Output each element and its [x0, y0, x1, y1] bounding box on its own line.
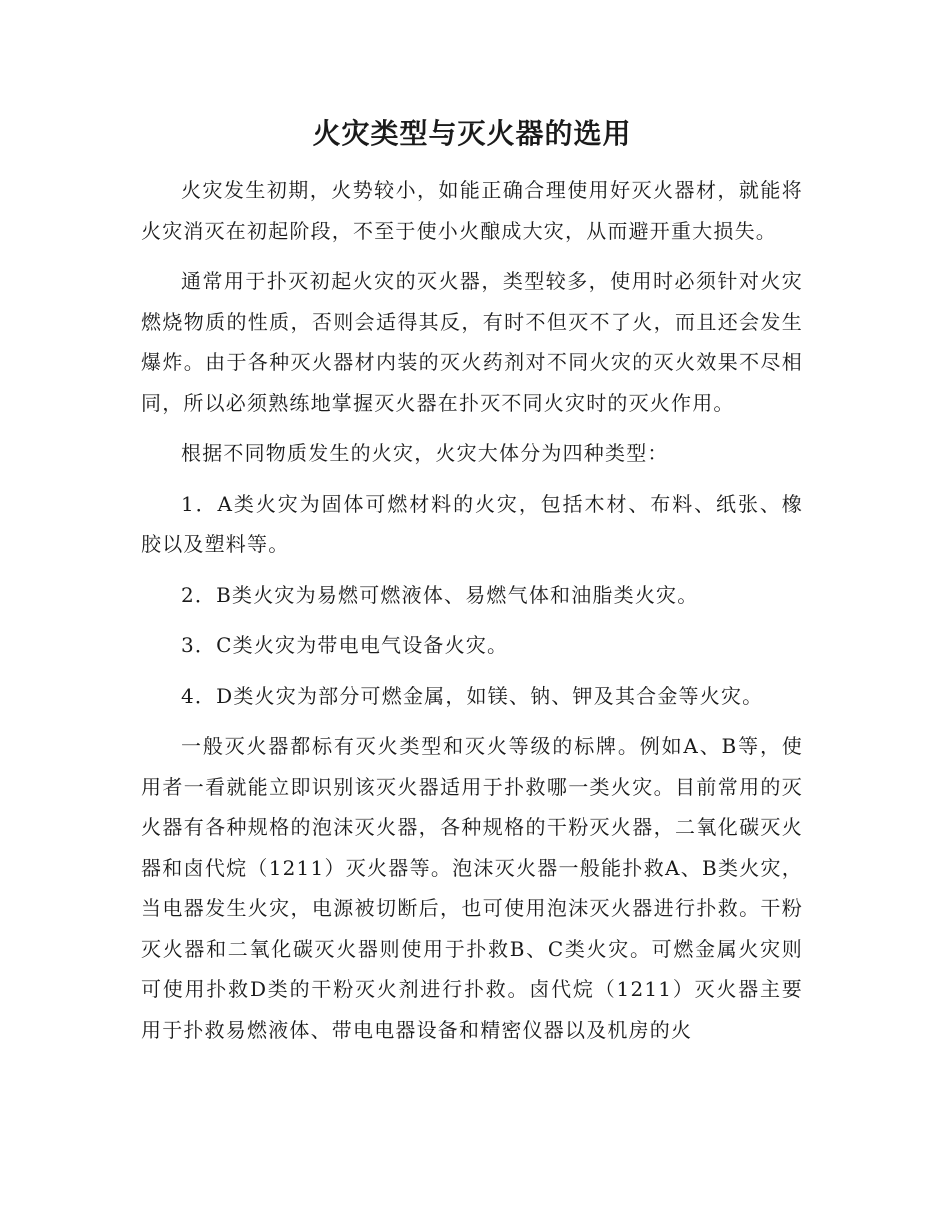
list-item-type-d: 4．D类火灾为部分可燃金属，如镁、钠、钾及其合金等火灾。 [181, 683, 764, 708]
paragraph-intro: 火灾发生初期，火势较小，如能正确合理使用好灭火器材，就能将火灾消灭在初起阶段，不至于使小火酿成大灾，从而避开重大损失。 [141, 178, 803, 243]
paragraph-extinguisher-labels: 一般灭火器都标有灭火类型和灭火等级的标牌。例如A、B等，使用者一看就能立即识别该灭火器适用于扑救哪一类火灾。目前常用的灭火器有各种规格的泡沫灭火器，各种规格的干粉灭火器，二氧化碳灭火器和卤代烷（1211）灭火器等。泡沫灭火器一般能扑救A、B类火灾，当电器发生火灾，电源被切断后，也可使用泡沫灭火器进行扑救。干粉灭火器和二氧化碳灭火器则使用于扑救B、C类火灾。可燃金属火灾则可使用扑救D类的干粉灭火剂进行扑救。卤代烷（1211）灭火器主要用于扑救易燃液体、带电电器设备和精密仪器以及机房的火 [141, 734, 803, 1042]
document-page [141, 112, 803, 1060]
list-item-type-c: 3．C类火灾为带电电气设备火灾。 [181, 633, 509, 657]
page-title: 火灾类型与灭火器的选用 [312, 117, 632, 150]
paragraph-types-intro: 根据不同物质发生的火灾，火灾大体分为四种类型： [181, 441, 669, 465]
paragraph-usage: 通常用于扑灭初起火灾的灭火器，类型较多，使用时必须针对火灾燃烧物质的性质，否则会适得其反，有时不但灭不了火，而且还会发生爆炸。由于各种灭火器材内装的灭火药剂对不同火灾的灭火效果不尽相同，所以必须熟练地掌握灭火器在扑灭不同火灾时的灭火作用。 [141, 269, 803, 415]
list-item-type-a: 1．A类火灾为固体可燃材料的火灾，包括木材、布料、纸张、橡胶以及塑料等。 [141, 491, 803, 556]
list-item-type-b: 2．B类火灾为易燃可燃液体、易燃气体和油脂类火灾。 [181, 582, 699, 607]
